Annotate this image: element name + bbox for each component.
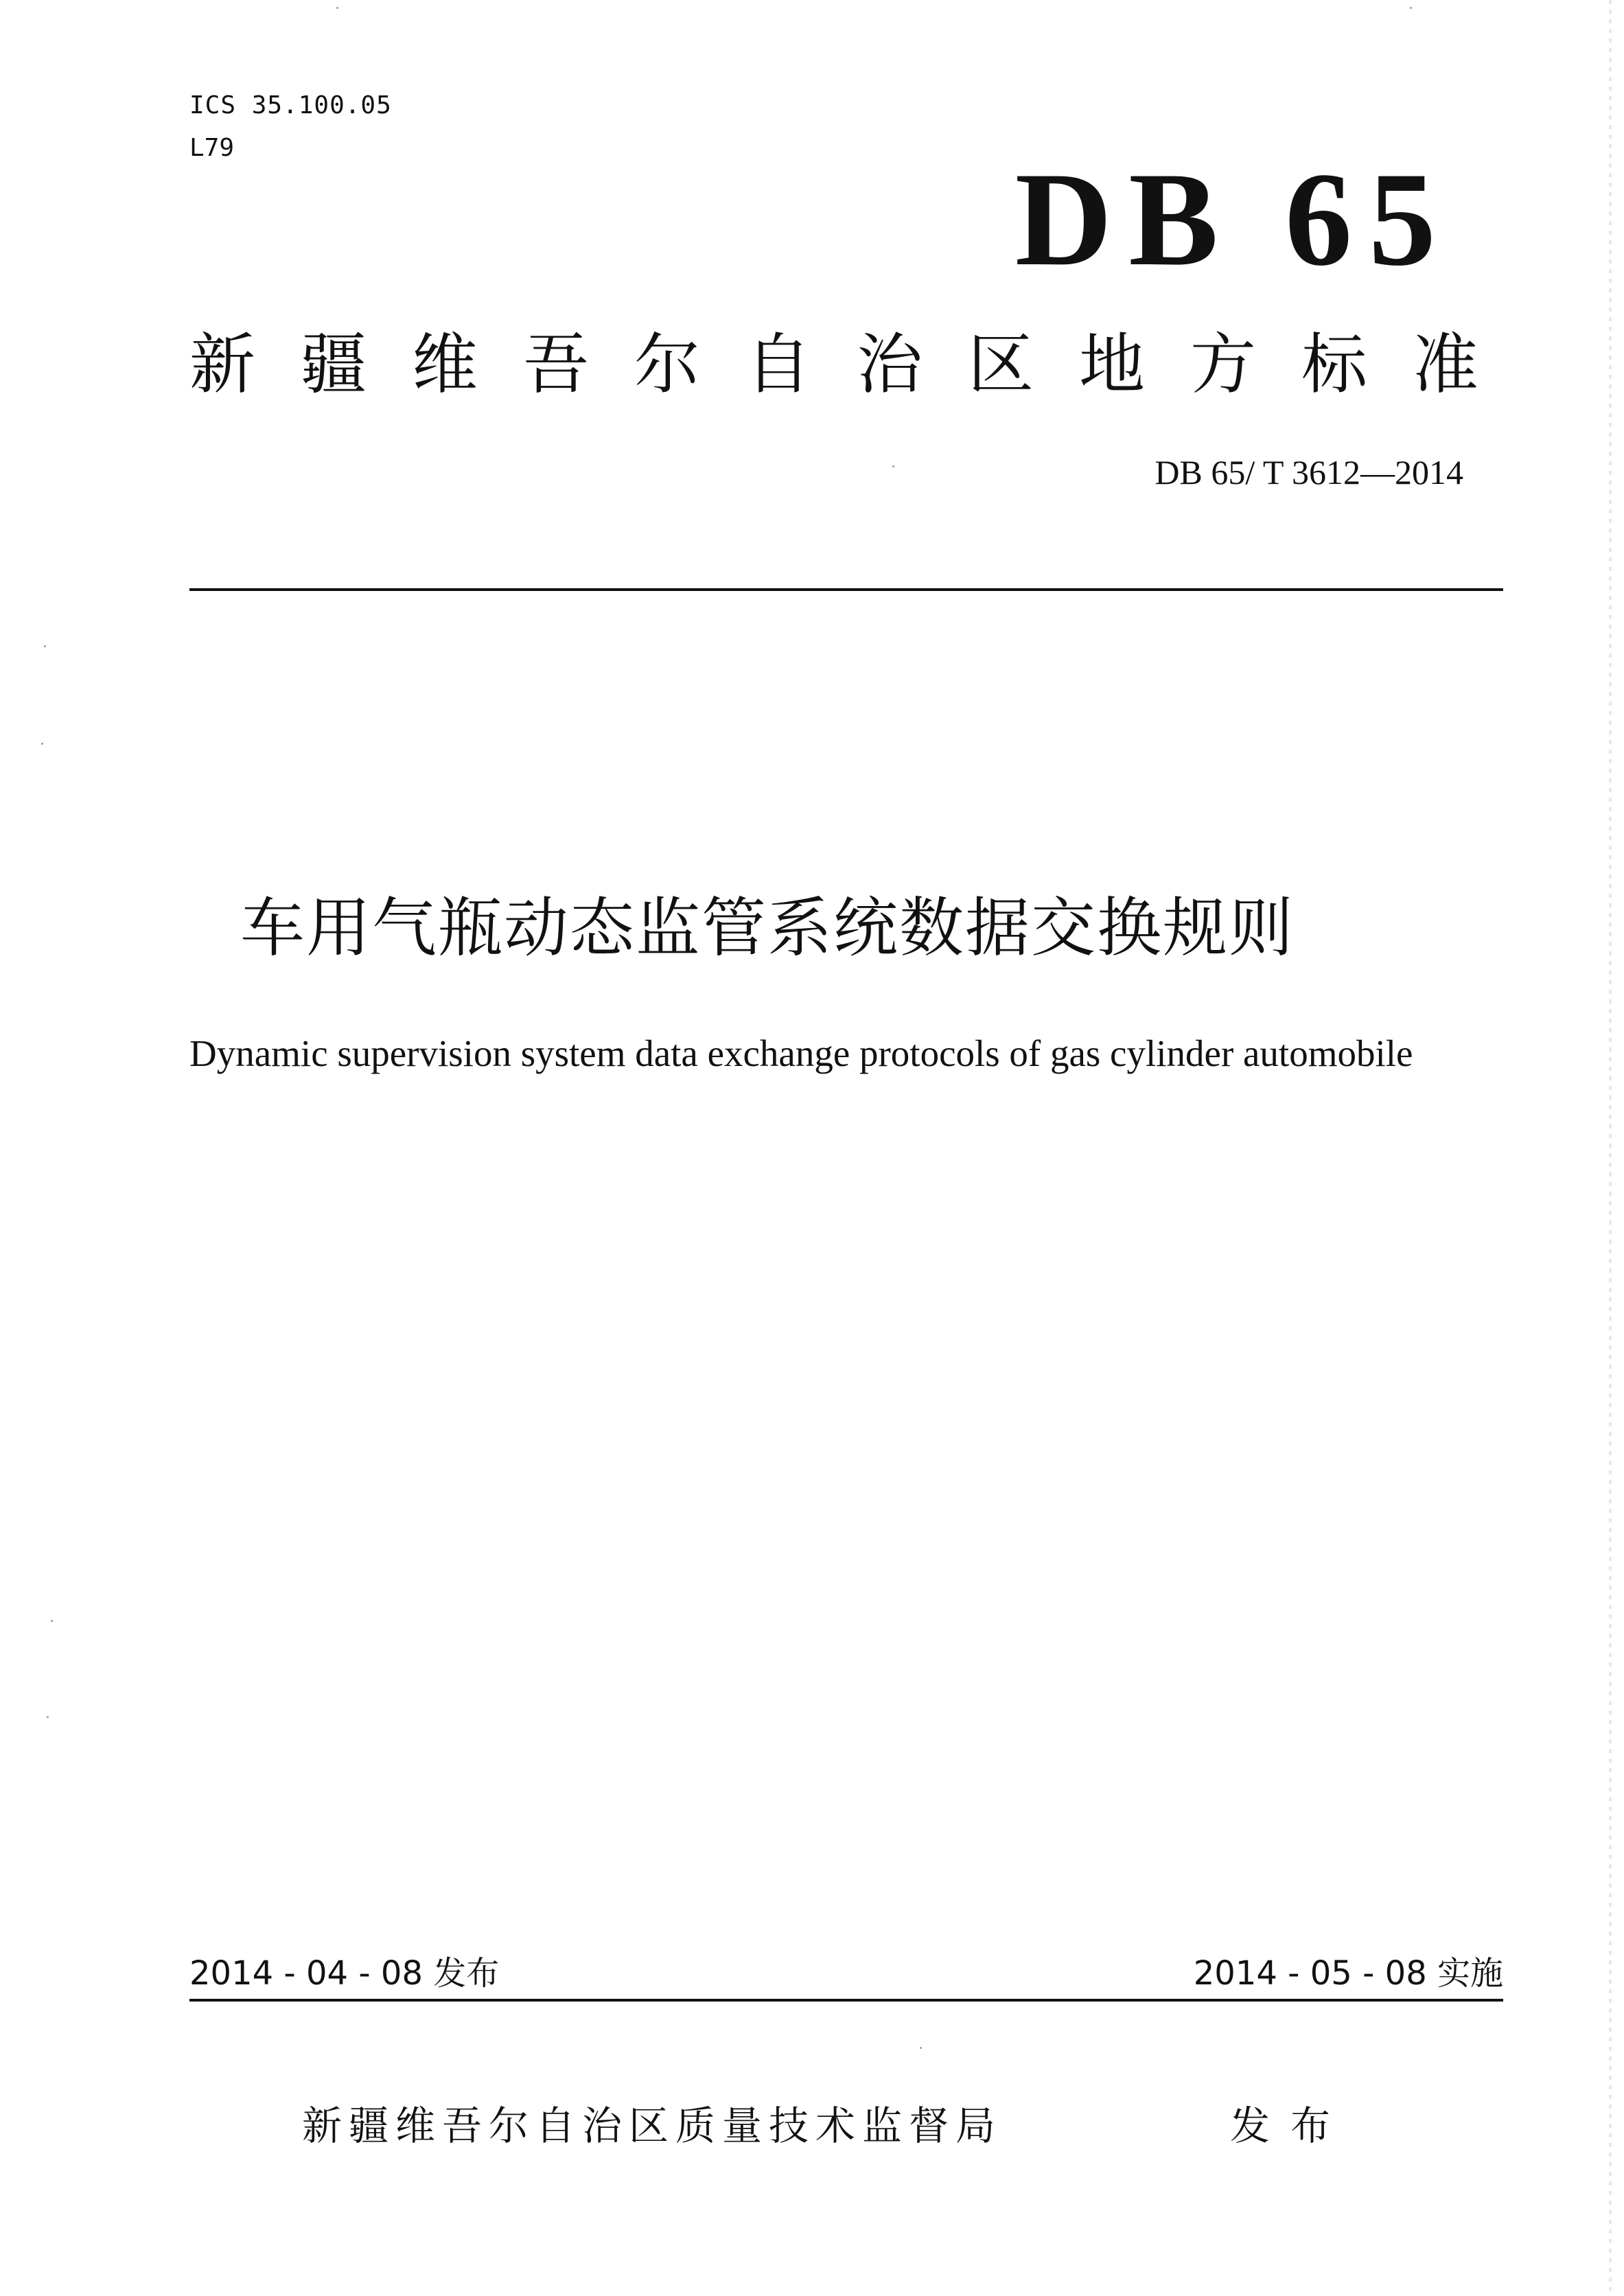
issue-label: 发布	[1230, 2102, 1352, 2149]
issuing-authority: 新疆维吾尔自治区质量技术监督局	[302, 2102, 1003, 2149]
scan-speck	[41, 743, 43, 745]
implementation-date: 2014 - 05 - 08 实施	[1193, 1954, 1503, 1993]
document-title-english: Dynamic supervision system data exchange protocols of gas cylinder automobile	[189, 1032, 1413, 1074]
scan-speck	[336, 7, 338, 9]
standard-number: DB 65/ T 3612—2014	[1155, 453, 1463, 491]
scan-speck	[47, 1716, 49, 1718]
scan-speck	[920, 2047, 922, 2049]
scan-edge-artifact	[1609, 0, 1612, 2296]
document-title-chinese: 车用气瓶动态监管系统数据交换规则	[240, 891, 1295, 966]
scan-speck	[44, 645, 46, 647]
standard-class-title: 新疆维吾尔自治区地方标准	[189, 326, 1524, 403]
scan-speck	[1410, 7, 1412, 9]
issue-date: 2014 - 04 - 08 发布	[189, 1954, 500, 1993]
ics-code: ICS 35.100.05	[189, 91, 392, 119]
ccs-code: L79	[189, 134, 235, 162]
scan-speck	[51, 1620, 53, 1622]
bottom-divider	[189, 1999, 1503, 2002]
standard-mark: DB 65	[1014, 145, 1452, 294]
scan-speck	[892, 465, 894, 467]
top-divider	[189, 588, 1503, 591]
